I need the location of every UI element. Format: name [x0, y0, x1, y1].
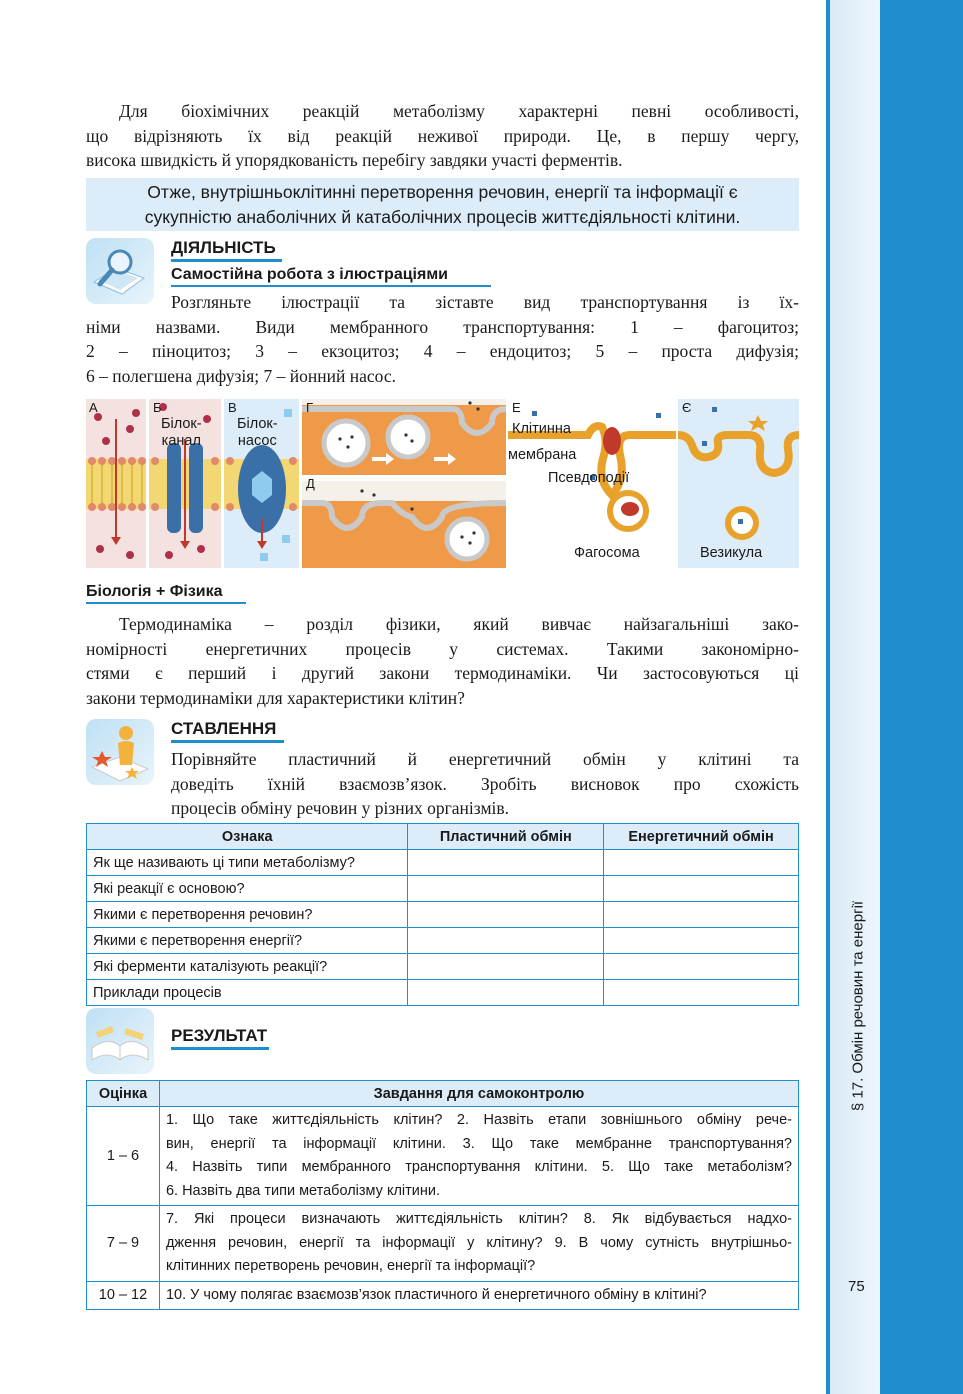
task-cell: [159, 1107, 798, 1206]
channel-protein-label: [161, 416, 202, 450]
grade-cell: 10 – 12: [87, 1281, 160, 1310]
label-line: канал: [161, 433, 201, 449]
column-header: Завдання для самоконтролю: [159, 1081, 798, 1107]
figure-star-icon: [86, 719, 154, 785]
attitude-heading-text: СТАВЛЕННЯ: [171, 719, 277, 738]
transport-figure: [86, 399, 799, 568]
table-row: [87, 954, 799, 980]
answer-cell[interactable]: [604, 954, 799, 980]
attitude-heading: [171, 719, 284, 743]
panel-ye: [678, 399, 799, 568]
result-heading-text: РЕЗУЛЬТАТ: [171, 1026, 268, 1045]
bio-physics-line: закони термодинаміки для характеристики клітин?: [86, 687, 465, 708]
row-label: Як ще називають ці типи метаболізму?: [87, 850, 408, 876]
summary-box: [86, 178, 799, 231]
table-row: [87, 1206, 799, 1282]
open-book-icon: [86, 1008, 154, 1074]
attitude-line: Порівняйте пластичний й енергетичний обмін у клітині та: [171, 749, 799, 769]
row-label: Приклади процесів: [87, 980, 408, 1006]
task-cell: [159, 1281, 798, 1310]
task-line: дження речовин, енергії та інформації у клітину? 9. В чому сутність внутрішньо-: [165, 1234, 792, 1251]
panel-label: Є: [682, 400, 692, 415]
page-number: 75: [848, 1278, 865, 1295]
pinocytosis-illustration: [678, 399, 799, 568]
table-row: [87, 928, 799, 954]
panel-e: [508, 399, 676, 568]
panel-label: Б: [153, 400, 162, 415]
bio-physics-paragraph: [86, 612, 799, 710]
row-label: Якими є перетворення речовин?: [87, 902, 408, 928]
task-line: клітинних перетворень речовин, енергії та інформації?: [165, 1258, 536, 1274]
attitude-paragraph: [171, 747, 799, 821]
activity-heading-text: ДІЯЛЬНІСТЬ: [171, 238, 276, 257]
activity-line: німи назвами. Види мембранного транспортування: 1 – фагоцитоз;: [86, 316, 799, 337]
panel-g-d: [302, 399, 506, 568]
answer-cell[interactable]: [604, 980, 799, 1006]
table-row: [87, 850, 799, 876]
activity-subheading: [171, 266, 491, 287]
column-header: Пластичний обмін: [408, 824, 604, 850]
column-header: Оцінка: [87, 1081, 160, 1107]
comparison-table: [86, 823, 799, 1006]
bio-physics-line: стями є перший і другий закони термодинаміки. Чи застосовуються ці: [86, 663, 799, 683]
column-header: Ознака: [87, 824, 408, 850]
heading-underline: [171, 259, 282, 262]
summary-line: сукупністю анаболічних й катаболічних процесів життєдіяльності клітини.: [144, 207, 741, 227]
running-head: § 17. Обмін речовин та енергії: [849, 900, 867, 1112]
membrane-label: мембрана: [508, 447, 577, 463]
activity-paragraph: [86, 290, 799, 388]
column-header: Енергетичний обмін: [604, 824, 799, 850]
row-label: Якими є перетворення енергії?: [87, 928, 408, 954]
task-line: вин, енергії та інформації клітини. 3. Що таке мембранне транспортування?: [165, 1135, 792, 1152]
row-label: Які ферменти каталізують реакції?: [87, 954, 408, 980]
panel-v: [224, 399, 299, 568]
table-row: [87, 1107, 799, 1206]
pump-protein-label: [237, 416, 278, 450]
task-cell: [159, 1206, 798, 1282]
task-line: 6. Назвіть два типи метаболізму клітини.: [165, 1182, 441, 1199]
attitude-line: доведіть їхній взаємозв’язок. Зробіть висновок про схожість: [171, 773, 799, 794]
table-row: [87, 980, 799, 1006]
sidebar-stripe-dark: [880, 0, 963, 1394]
grade-cell: 7 – 9: [87, 1206, 160, 1282]
membrane-diffusion-illustration: [86, 399, 146, 568]
activity-line: 6 – полегшена дифузія; 7 – йонний насос.: [86, 365, 396, 386]
phagosome-label: Фагосома: [574, 545, 640, 561]
panel-label: В: [228, 400, 237, 415]
activity-subheading-text: Самостійна робота з ілюстраціями: [171, 266, 448, 283]
subheading-underline: [171, 285, 491, 287]
row-label: Які реакції є основою?: [87, 876, 408, 902]
intro-line: що відрізняють їх від реакцій неживої природи. Це, в першу чергу,: [86, 125, 799, 146]
panel-label: Е: [512, 400, 521, 415]
intro-line: Для біохімічних реакцій метаболізму характерні певні особливості,: [119, 101, 799, 121]
answer-cell[interactable]: [408, 902, 604, 928]
task-line: 1. Що таке життєдіяльність клітин? 2. Назвіть етапи зовнішнього обміну рече-: [165, 1112, 792, 1128]
answer-cell[interactable]: [408, 980, 604, 1006]
self-control-table: [86, 1080, 799, 1310]
activity-line: 2 – піноцитоз; 3 – екзоцитоз; 4 – ендоцитоз; 5 – проста дифузія;: [86, 341, 799, 361]
result-heading: [171, 1026, 269, 1050]
membrane-label: Клітинна: [512, 421, 571, 437]
heading-underline: [171, 1047, 269, 1050]
panel-label: Г: [306, 400, 314, 415]
result-icon-box: [86, 1008, 154, 1074]
answer-cell[interactable]: [604, 902, 799, 928]
panel-label: А: [89, 400, 98, 415]
label-line: Білок-: [237, 416, 278, 432]
answer-cell[interactable]: [408, 954, 604, 980]
panel-a: [86, 399, 146, 568]
table-row: [87, 876, 799, 902]
endocytosis-exocytosis-illustration: [302, 399, 506, 568]
pseudopodia-label: Псевдоподії: [548, 470, 630, 486]
summary-line: Отже, внутрішньоклітинні перетворення речовин, енергії та інформації є: [147, 182, 738, 202]
attitude-icon-box: [86, 719, 154, 785]
label-line: насос: [237, 433, 277, 449]
heading-underline: [171, 740, 284, 743]
label-line: Білок-: [161, 416, 202, 432]
answer-cell[interactable]: [408, 928, 604, 954]
answer-cell[interactable]: [408, 876, 604, 902]
bio-physics-heading-text: Біологія + Фізика: [86, 583, 223, 600]
sidebar-stripe-edge: [826, 0, 830, 1394]
bio-physics-line: Термодинаміка – розділ фізики, який вивчає найзагальніші зако-: [119, 614, 799, 634]
answer-cell[interactable]: [408, 850, 604, 876]
heading-underline: [86, 602, 246, 604]
grade-cell: 1 – 6: [87, 1107, 160, 1206]
table-row: [87, 902, 799, 928]
answer-cell[interactable]: [604, 876, 799, 902]
activity-heading: [171, 238, 282, 262]
panel-b: [149, 399, 221, 568]
answer-cell[interactable]: [604, 850, 799, 876]
bio-physics-line: номірності енергетичних процесів у системах. Такими закономірно-: [86, 638, 799, 659]
panel-label: Д: [306, 476, 315, 491]
bio-physics-heading: [86, 583, 246, 604]
intro-line: висока швидкість й упорядкованість перебігу завдяки участі ферментів.: [86, 150, 623, 170]
answer-cell[interactable]: [604, 928, 799, 954]
task-line: 10. У чому полягає взаємозв’язок пластичного й енергетичного обміну в клітині?: [165, 1286, 707, 1303]
sidebar-stripe-light: [828, 0, 880, 1394]
activity-line: Розгляньте ілюстрації та зіставте вид транспортування із їх-: [171, 292, 799, 312]
vesicle-label: Везикула: [700, 545, 763, 561]
table-row: [87, 1281, 799, 1310]
intro-paragraph: [86, 99, 799, 173]
task-line: 4. Назвіть типи мембранного транспортування клітини. 5. Що таке метаболізм?: [165, 1159, 792, 1175]
attitude-line: процесів обміну речовин у різних організмів.: [171, 798, 510, 818]
task-line: 7. Які процеси визначають життєдіяльність клітин? 8. Як відбувається надхо-: [165, 1211, 792, 1227]
